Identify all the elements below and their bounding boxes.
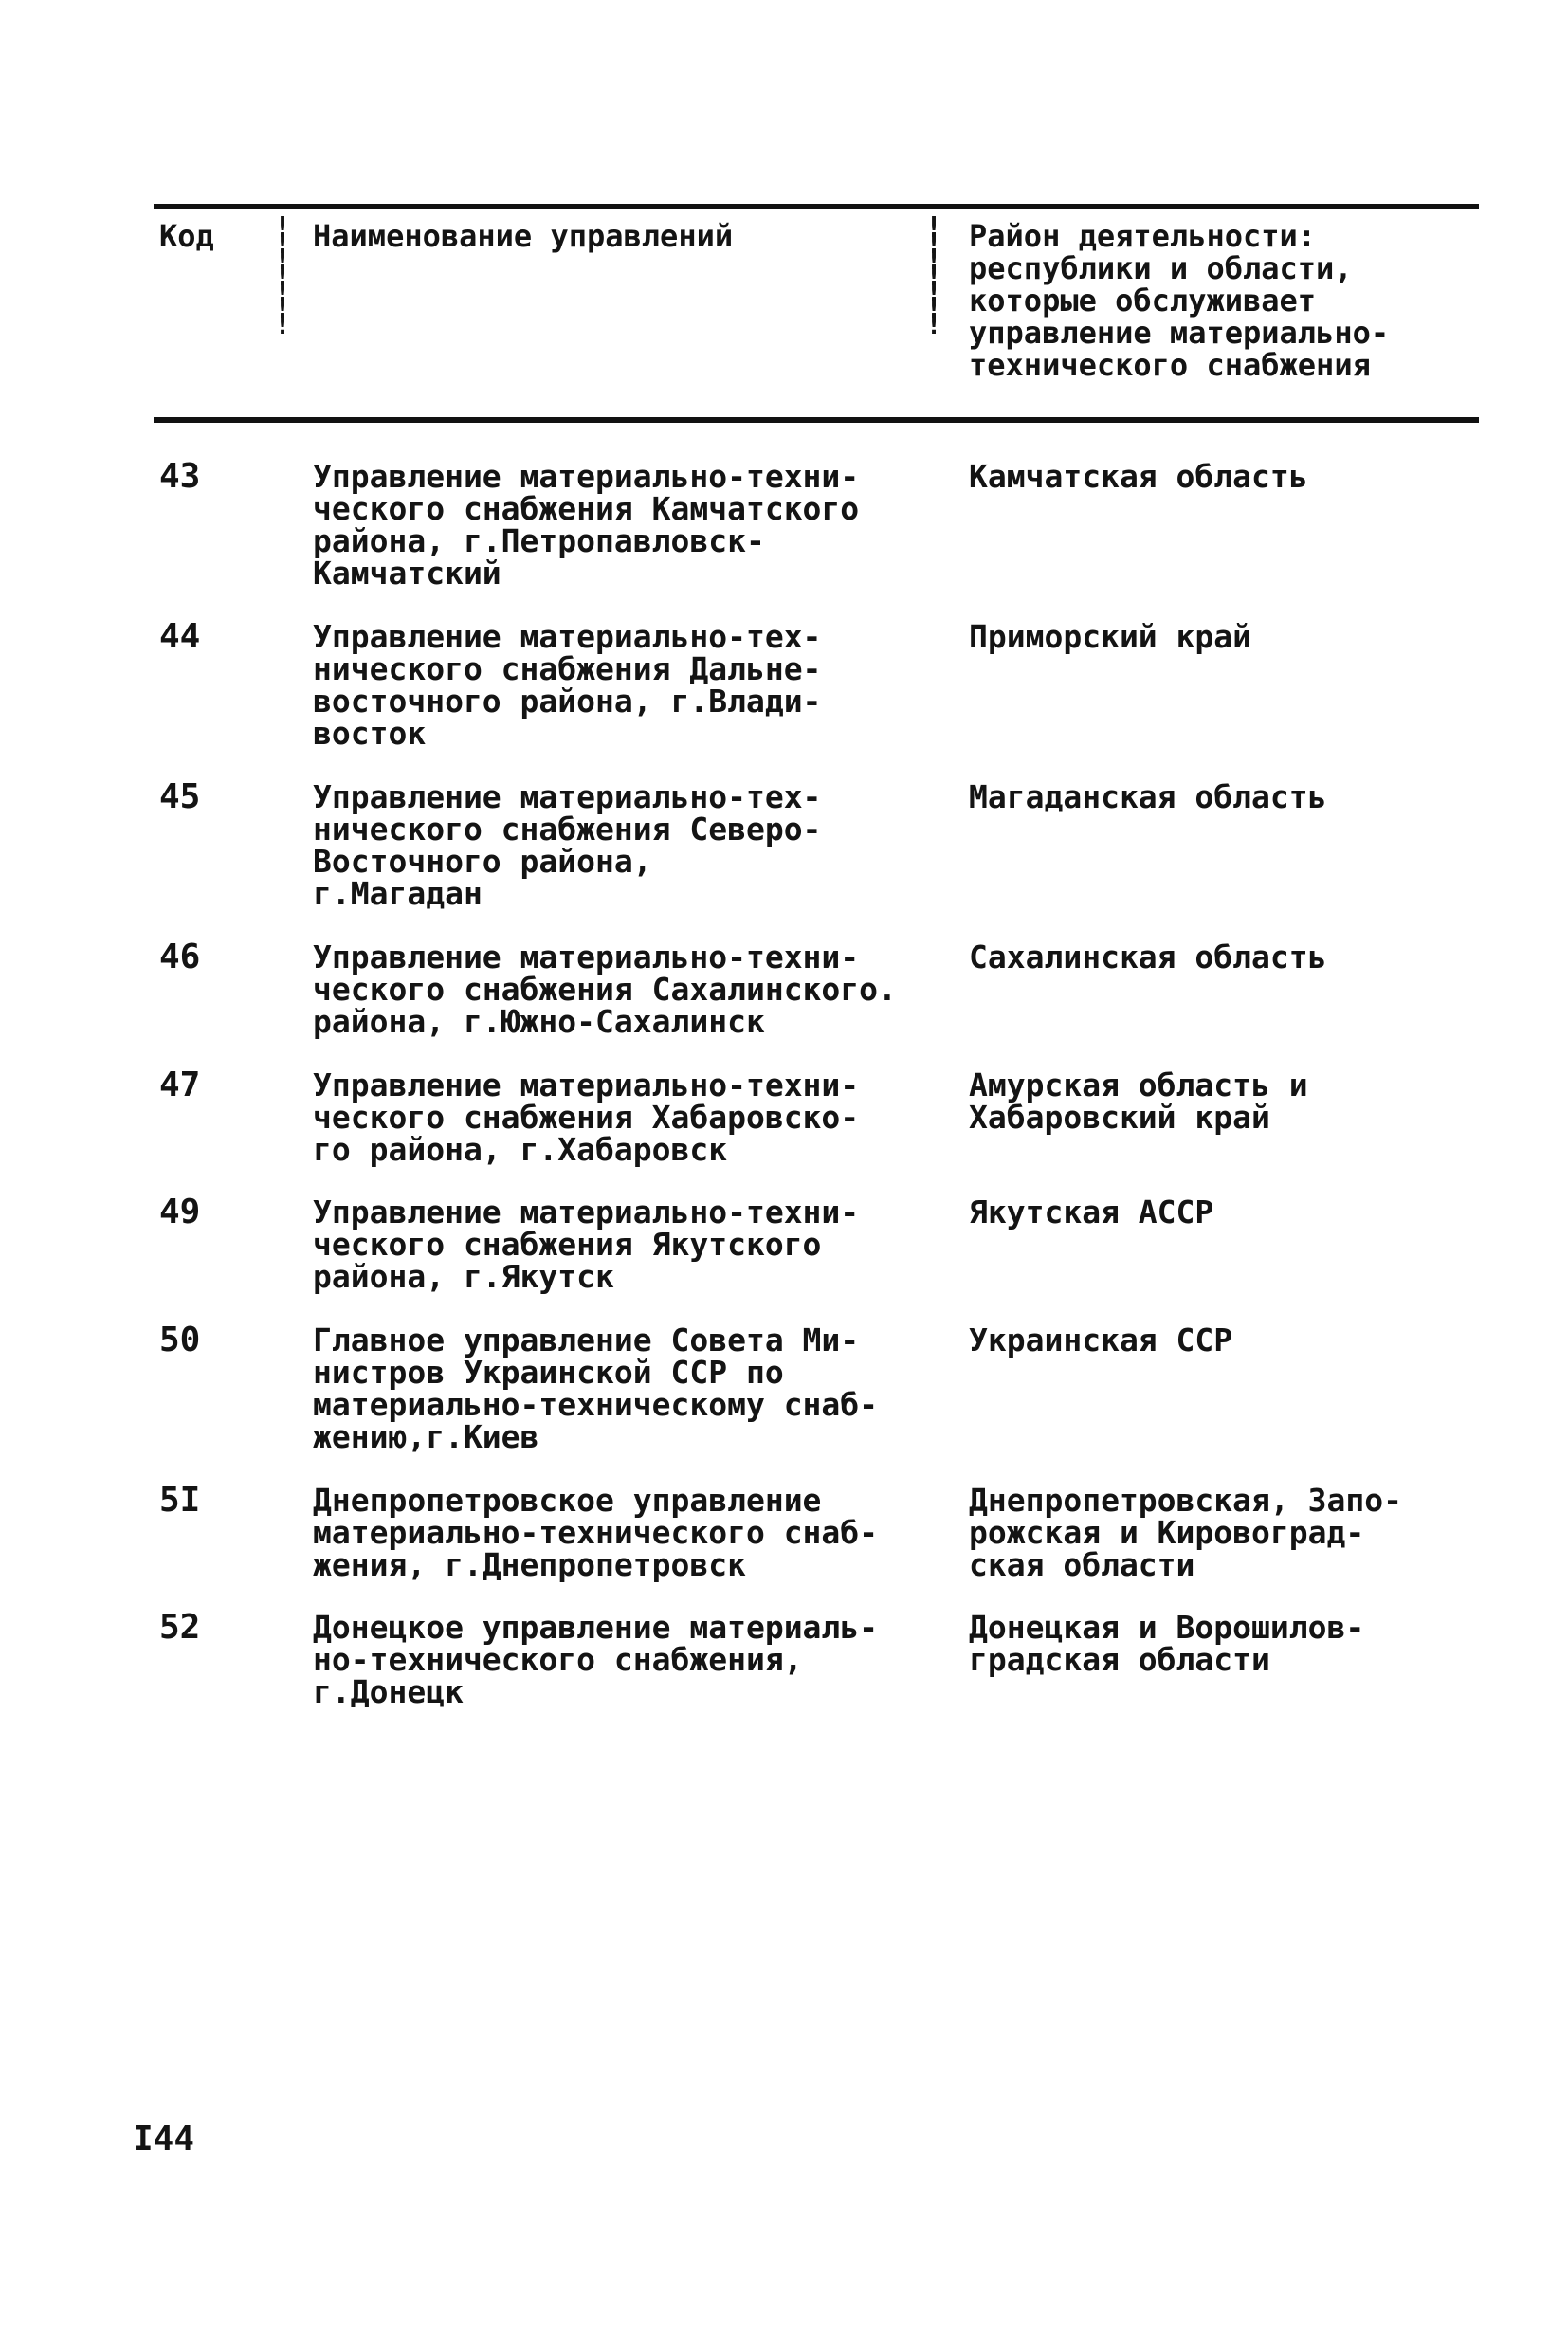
row-code: 49: [159, 1193, 201, 1231]
row-region: Сахалинская область: [969, 939, 1327, 975]
header-region: Район деятельности: республики и области, которые обслуживает управление материально- технического снабжения: [969, 218, 1390, 383]
row-name: Управление материально-тех- нического снабжения Северо- Восточного района, г.Магадан: [313, 778, 822, 912]
row-region: Амурская область и Хабаровский край: [969, 1067, 1308, 1136]
row-code: 46: [159, 938, 201, 976]
header-name: Наименование управлений: [313, 218, 734, 254]
page-number: I44: [133, 2120, 195, 2159]
row-code: 43: [159, 457, 201, 496]
row-region: Камчатская область: [969, 458, 1308, 495]
row-name: Управление материально-техни- ческого снабжения Хабаровско- го района, г.Хабаровск: [313, 1067, 860, 1168]
row-code: 52: [159, 1608, 201, 1647]
row-code: 50: [159, 1321, 201, 1359]
row-name: Днепропетровское управление материально-технического снаб- жения, г.Днепропетровск: [313, 1482, 879, 1583]
row-code: 45: [159, 777, 201, 816]
header-code: Код: [159, 218, 214, 254]
row-region: Днепропетровская, Запо- рожская и Кировоград- ская области: [969, 1482, 1402, 1583]
table-header-rule: [154, 417, 1479, 423]
row-name: Управление материально-техни- ческого снабжения Камчатского района, г.Петропавловск- Камчатский: [313, 458, 860, 592]
header-separator-1: ! ! ! ! ! ! !: [273, 211, 292, 341]
row-region: Якутская АССР: [969, 1194, 1214, 1231]
row-region: Приморский край: [969, 618, 1252, 655]
header-separator-2: ! ! ! ! ! ! !: [924, 211, 943, 341]
row-region: Украинская ССР: [969, 1322, 1233, 1358]
row-region: Донецкая и Ворошилов- градская области: [969, 1609, 1365, 1678]
row-name: Управление материально-тех- нического снабжения Дальне- восточного района, г.Влади- восток: [313, 618, 822, 752]
row-code: 47: [159, 1066, 201, 1104]
row-name: Донецкое управление материаль- но-технического снабжения, г.Донецк: [313, 1609, 879, 1710]
row-name: Управление материально-техни- ческого снабжения Якутского района, г.Якутск: [313, 1194, 860, 1295]
row-code: 44: [159, 617, 201, 656]
row-name: Главное управление Совета Ми- нистров Украинской ССР по материально-техническому снаб- жению,г.Киев: [313, 1322, 879, 1455]
table-top-rule: [154, 204, 1479, 209]
row-region: Магаданская область: [969, 778, 1327, 815]
row-name: Управление материально-техни- ческого снабжения Сахалинского. района, г.Южно-Сахалинск: [313, 939, 897, 1040]
row-code: 5I: [159, 1481, 201, 1520]
